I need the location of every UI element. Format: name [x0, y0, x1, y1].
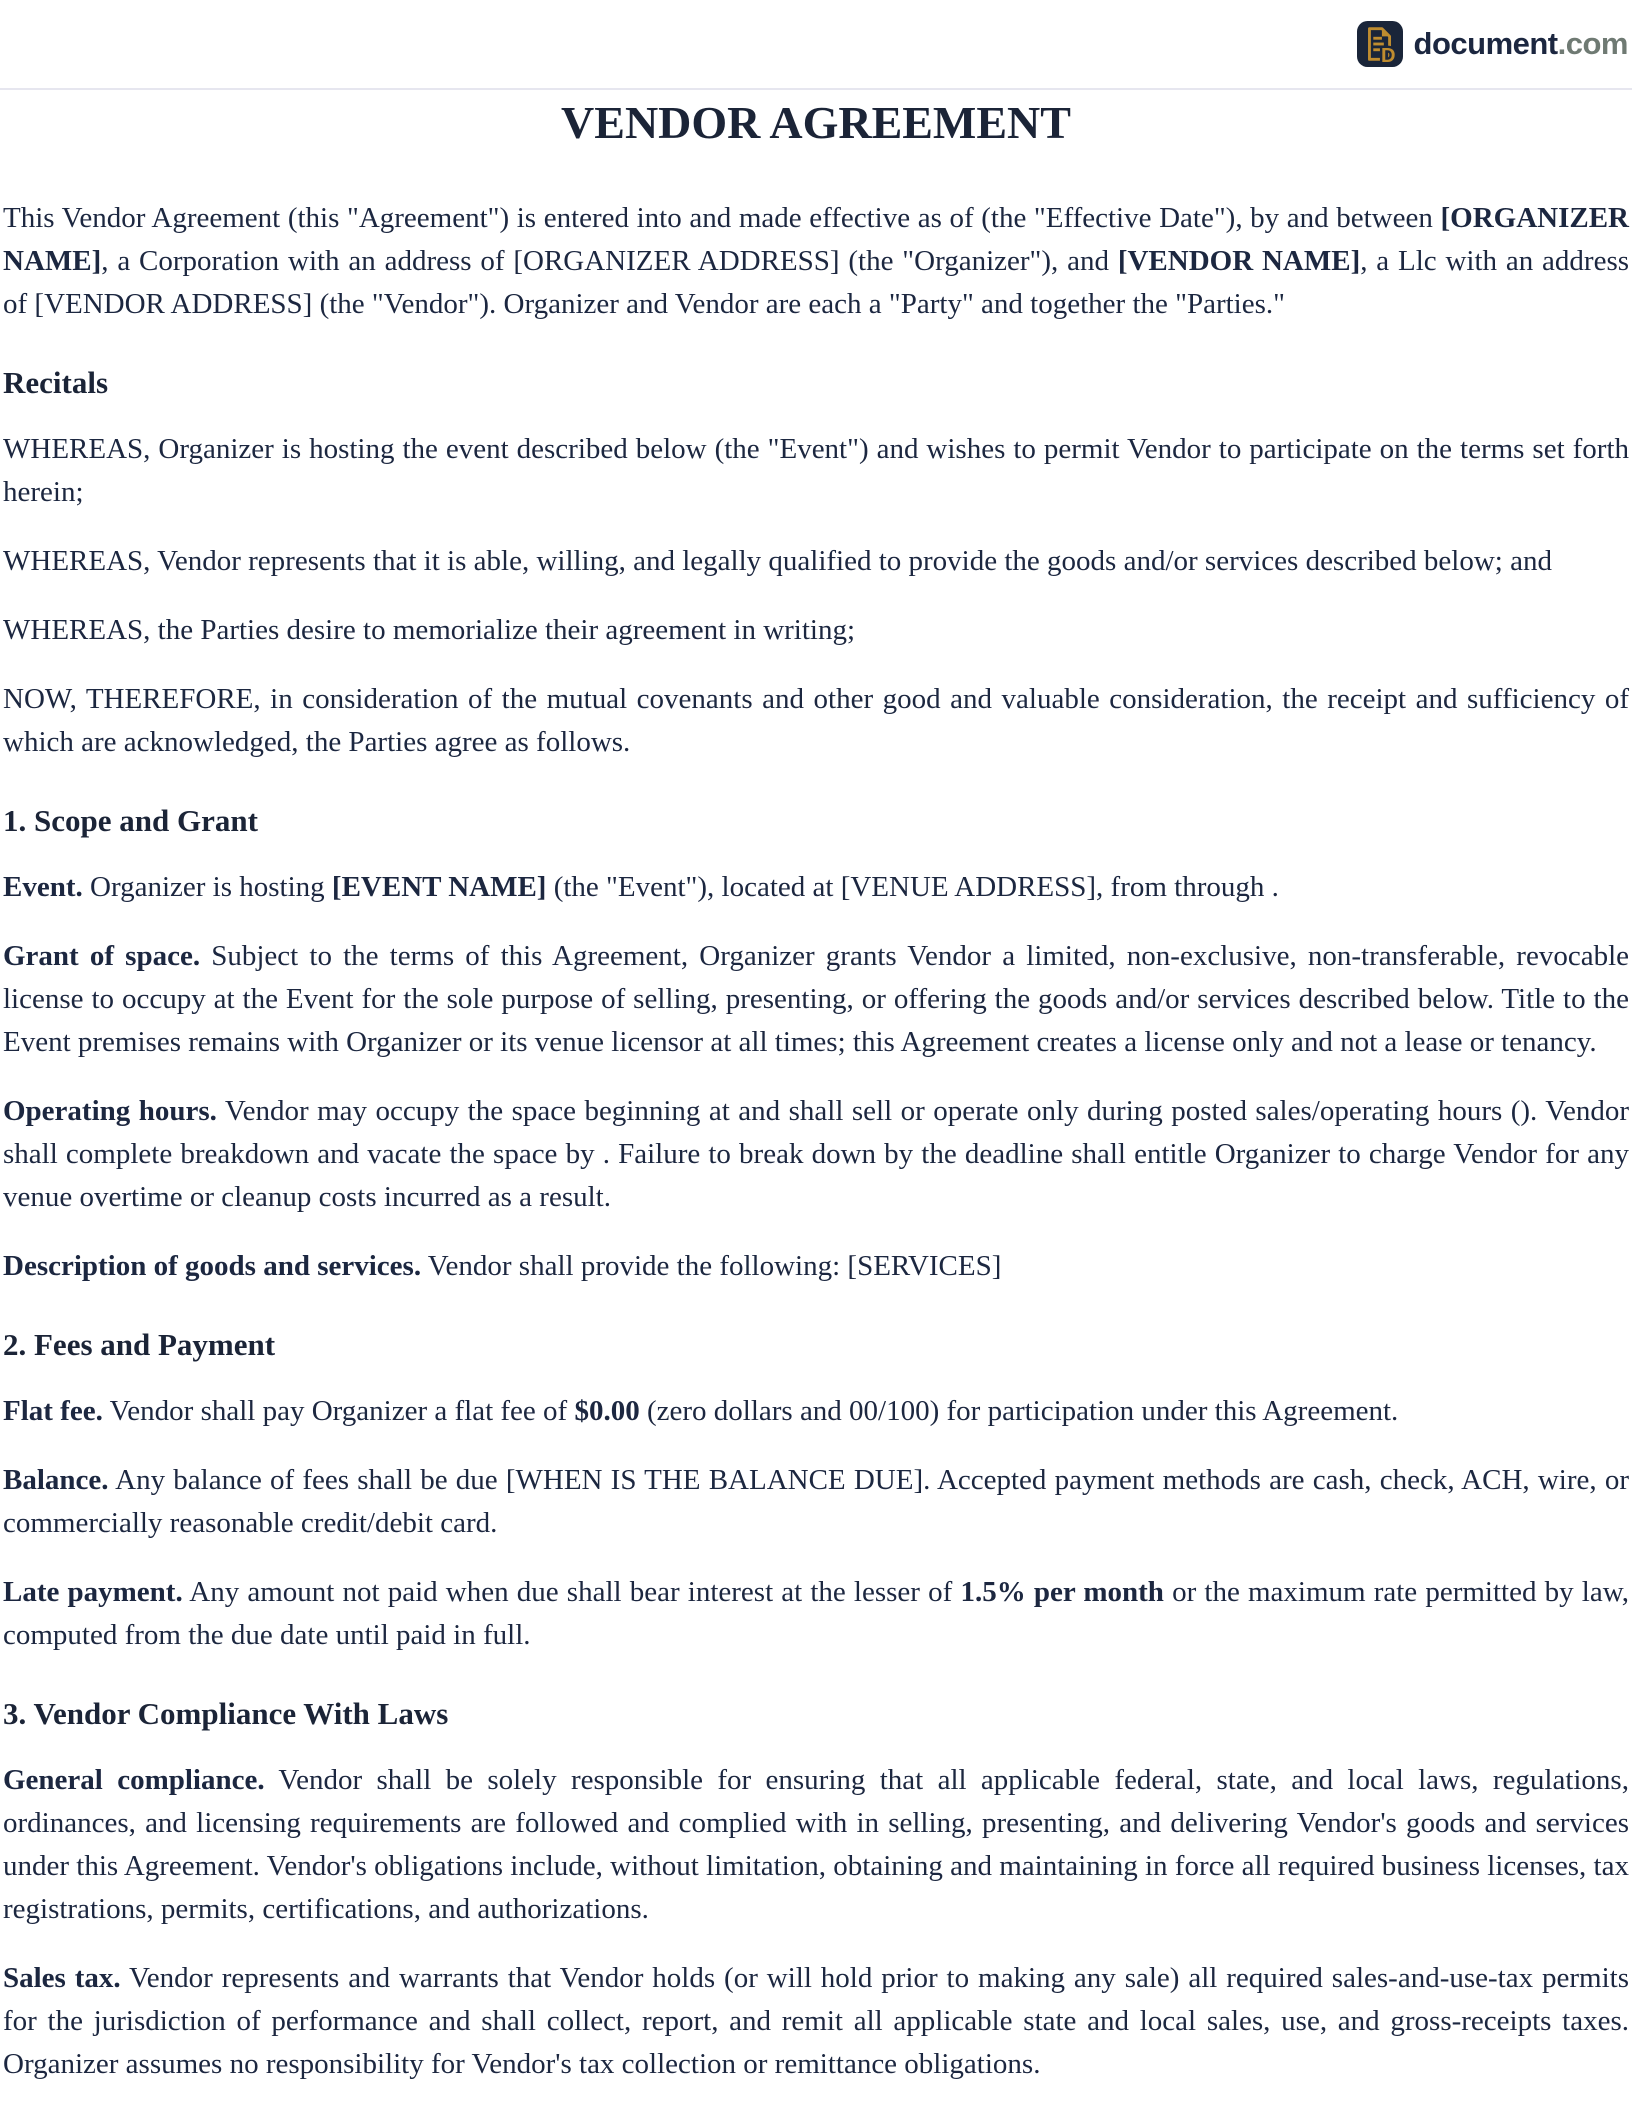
paragraph: Balance. Any balance of fees shall be due [WHEN IS THE BALANCE DUE]. Accepted payment methods are cash, check, ACH, wire, or commercially reasonable credit/debit card. — [3, 1464, 1629, 1539]
brand-wordmark — [1414, 26, 1628, 62]
bold-text: [VENDOR NAME] — [1117, 245, 1361, 277]
brand-logo[interactable] — [1357, 21, 1628, 67]
paragraph: Flat fee. Vendor shall pay Organizer a flat fee of $0.00 (zero dollars and 00/100) for participation under this Agreement. — [3, 1395, 1399, 1427]
paragraph: General compliance. Vendor shall be solely responsible for ensuring that all applicable federal, state, and local laws, regulations, ordinances, and licensing requirements are followed and complied with in selling, presenting, and delivering Vendor's goods and services under this Agreement. Vendor's obligations include, without limitation, obtaining and maintaining in force all required business licenses, tax registrations, permits, certifications, and authorizations. — [3, 1764, 1629, 1925]
paragraph: Description of goods and services. Vendor shall provide the following: [SERVICES] — [3, 1250, 1002, 1282]
brand-tld: .com — [1557, 26, 1628, 61]
bold-text: Description of goods and services. — [3, 1250, 422, 1282]
bold-text: Sales tax. — [3, 1962, 121, 1994]
bold-text: Operating hours. — [3, 1095, 217, 1127]
section-heading: 3. Vendor Compliance With Laws — [3, 1696, 449, 1731]
bold-text: [ORGANIZER NAME] — [3, 202, 1629, 277]
brand-name: document — [1413, 26, 1558, 61]
bold-text: Flat fee. — [3, 1395, 103, 1427]
paragraph: Event. Organizer is hosting [EVENT NAME] (the "Event"), located at [VENUE ADDRESS], from through . — [3, 871, 1279, 903]
svg-text:D: D — [1380, 45, 1396, 67]
document-body — [0, 96, 1632, 2086]
paragraph: WHEREAS, the Parties desire to memorialize their agreement in writing; — [3, 614, 856, 646]
section-heading: 1. Scope and Grant — [3, 803, 258, 838]
paragraph: NOW, THEREFORE, in consideration of the mutual covenants and other good and valuable consideration, the receipt and sufficiency of which are acknowledged, the Parties agree as follows. — [3, 683, 1629, 758]
document-blocks — [3, 197, 1629, 2086]
paragraph: Operating hours. Vendor may occupy the space beginning at and shall sell or operate only during posted sales/operating hours (). Vendor shall complete breakdown and vacate the space by . Failure to break down by the deadline shall entitle Organizer to charge Vendor for any venue overtime or cleanup costs incurred as a result. — [3, 1095, 1629, 1213]
bold-text: Event. — [3, 871, 83, 903]
paragraph: WHEREAS, Vendor represents that it is able, willing, and legally qualified to provide the goods and/or services described below; and — [3, 545, 1552, 577]
page-header — [0, 0, 1632, 90]
bold-text: [EVENT NAME] — [331, 871, 547, 903]
paragraph: This Vendor Agreement (this "Agreement") is entered into and made effective as of (the "Effective Date"), by and between [ORGANIZER NAME], a Corporation with an address of [ORGANIZER ADDRESS] (the "Organizer"), and [VENDOR NAME], a Llc with an address of [VENDOR ADDRESS] (the "Vendor"). Organizer and Vendor are each a "Party" and together the "Parties." — [3, 202, 1630, 320]
paragraph: Sales tax. Vendor represents and warrants that Vendor holds (or will hold prior to making any sale) all required sales-and-use-tax permits for the jurisdiction of performance and shall collect, report, and remit all applicable state and local sales, use, and gross-receipts taxes. Organizer assumes no responsibility for Vendor's tax collection or remittance obligations. — [3, 1962, 1629, 2080]
paragraph: Grant of space. Subject to the terms of this Agreement, Organizer grants Vendor a limited, non-exclusive, non-transferable, revocable license to occupy at the Event for the sole purpose of selling, presenting, or offering the goods and/or services described below. Title to the Event premises remains with Organizer or its venue licensor at all times; this Agreement creates a license only and not a lease or tenancy. — [3, 940, 1629, 1058]
bold-text: Balance. — [3, 1464, 109, 1496]
paragraph: WHEREAS, Organizer is hosting the event described below (the "Event") and wishes to permit Vendor to participate on the terms set forth herein; — [3, 433, 1629, 508]
section-heading: Recitals — [3, 365, 109, 400]
document-logo-icon — [1357, 21, 1403, 67]
document-title: VENDOR AGREEMENT — [561, 97, 1071, 148]
bold-text: Late payment. — [3, 1576, 183, 1608]
bold-text: Grant of space. — [3, 940, 201, 972]
bold-text: $0.00 — [574, 1395, 640, 1427]
section-heading: 2. Fees and Payment — [3, 1327, 276, 1362]
bold-text: 1.5% per month — [960, 1576, 1164, 1608]
bold-text: General compliance. — [3, 1764, 265, 1796]
paragraph: Late payment. Any amount not paid when due shall bear interest at the lesser of 1.5% per month or the maximum rate permitted by law, computed from the due date until paid in full. — [3, 1576, 1629, 1651]
